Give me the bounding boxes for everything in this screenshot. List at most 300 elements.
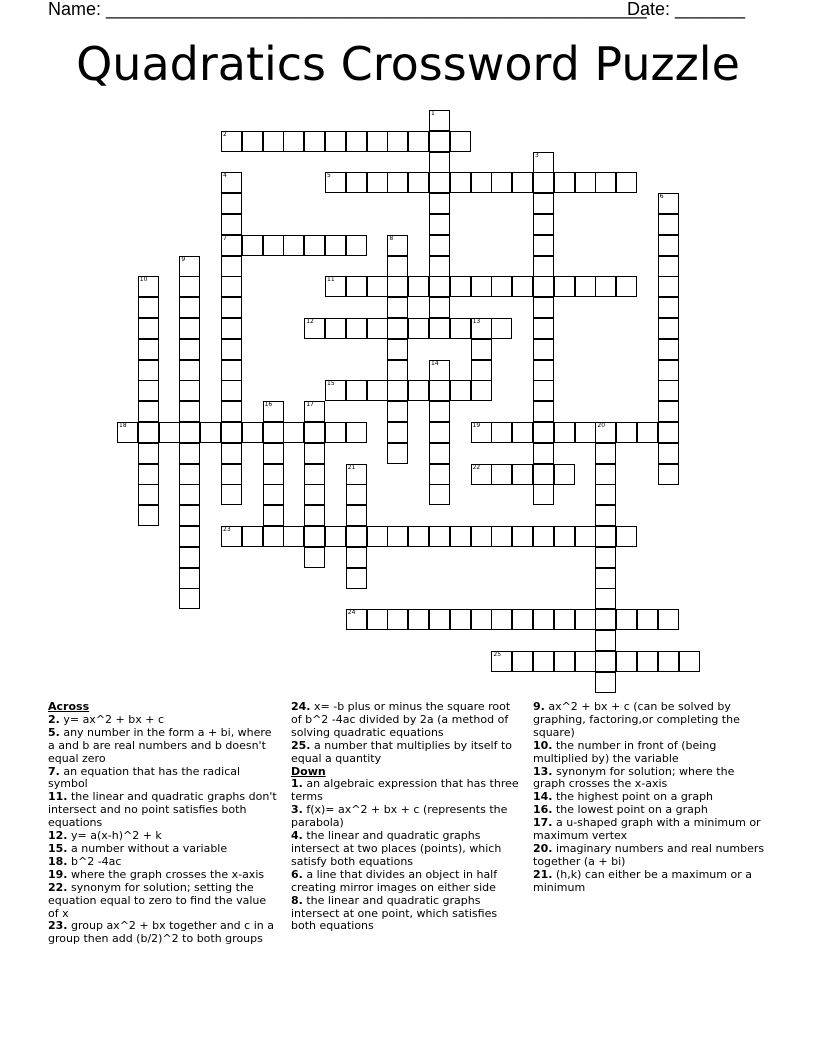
crossword-cell[interactable] [242, 131, 263, 152]
crossword-cell[interactable] [387, 401, 408, 422]
crossword-cell[interactable] [429, 214, 450, 235]
crossword-cell[interactable] [387, 131, 408, 152]
crossword-cell[interactable] [429, 464, 450, 485]
crossword-cell[interactable] [491, 172, 512, 193]
crossword-cell[interactable] [346, 235, 367, 256]
crossword-cell[interactable] [533, 152, 554, 173]
clue-item [291, 804, 523, 830]
crossword-cell[interactable] [387, 422, 408, 443]
crossword-cell[interactable] [471, 172, 492, 193]
clue-number-label: 21 [347, 463, 356, 471]
crossword-cell[interactable] [658, 297, 679, 318]
clue-number: 18. [48, 854, 68, 868]
clue-number-label: 25 [493, 650, 502, 658]
crossword-cell[interactable] [554, 526, 575, 547]
crossword-cell[interactable] [304, 235, 325, 256]
crossword-cell[interactable] [346, 609, 367, 630]
crossword-cell[interactable] [346, 318, 367, 339]
crossword-cell[interactable] [367, 172, 388, 193]
crossword-cell[interactable] [263, 505, 284, 526]
crossword-cell[interactable] [533, 360, 554, 381]
clue-number-label: 6 [659, 193, 664, 201]
crossword-cell[interactable] [283, 422, 304, 443]
crossword-cell[interactable] [221, 526, 242, 547]
crossword-cell[interactable] [595, 276, 616, 297]
clue-text: the linear and quadratic graphs intersect at two places (points), which satisfy both equations [291, 829, 502, 868]
crossword-cell[interactable] [387, 235, 408, 256]
crossword-cell[interactable] [304, 484, 325, 505]
crossword-cell[interactable] [179, 422, 200, 443]
crossword-cell[interactable] [512, 422, 533, 443]
crossword-cell[interactable] [554, 172, 575, 193]
crossword-cell[interactable] [429, 152, 450, 173]
crossword-cell[interactable] [616, 651, 637, 672]
clue-number: 2. [48, 712, 60, 726]
clue-text: y= a(x-h)^2 + k [67, 829, 162, 843]
crossword-cell[interactable] [533, 172, 554, 193]
page-title: Quadratics Crossword Puzzle [76, 37, 740, 91]
crossword-cell[interactable] [679, 651, 700, 672]
crossword-cell[interactable] [429, 401, 450, 422]
crossword-cell[interactable] [471, 360, 492, 381]
crossword-cell[interactable] [595, 588, 616, 609]
clue-number: 21. [533, 867, 553, 881]
crossword-cell[interactable] [138, 360, 159, 381]
crossword-cell[interactable] [512, 464, 533, 485]
crossword-cell[interactable] [138, 276, 159, 297]
crossword-cell[interactable] [221, 256, 242, 277]
crossword-cell[interactable] [450, 380, 471, 401]
crossword-cell[interactable] [387, 297, 408, 318]
crossword-cell[interactable] [179, 484, 200, 505]
crossword-cell[interactable] [179, 401, 200, 422]
crossword-cell[interactable] [658, 339, 679, 360]
crossword-cell[interactable] [533, 609, 554, 630]
crossword-cell[interactable] [491, 422, 512, 443]
crossword-cell[interactable] [325, 318, 346, 339]
crossword-cell[interactable] [346, 484, 367, 505]
crossword-cell[interactable] [595, 422, 616, 443]
crossword-cell[interactable] [304, 464, 325, 485]
crossword-cell[interactable] [221, 339, 242, 360]
clue-number-label: 16 [264, 401, 273, 409]
crossword-cell[interactable] [533, 318, 554, 339]
clue-item [291, 869, 523, 895]
crossword-cell[interactable] [179, 256, 200, 277]
crossword-cell[interactable] [450, 172, 471, 193]
crossword-cell[interactable] [595, 526, 616, 547]
crossword-cell[interactable] [595, 651, 616, 672]
crossword-cell[interactable] [242, 235, 263, 256]
crossword-cell[interactable] [471, 276, 492, 297]
crossword-cell[interactable] [512, 172, 533, 193]
clue-number-label: 7 [223, 234, 227, 242]
crossword-cell[interactable] [575, 422, 596, 443]
crossword-cell[interactable] [221, 235, 242, 256]
clue-item [533, 766, 765, 792]
crossword-cell[interactable] [575, 276, 596, 297]
crossword-cell[interactable] [221, 276, 242, 297]
crossword-cell[interactable] [429, 193, 450, 214]
crossword-cell[interactable] [138, 505, 159, 526]
crossword-cell[interactable] [471, 318, 492, 339]
crossword-cell[interactable] [595, 464, 616, 485]
crossword-cell[interactable] [221, 318, 242, 339]
crossword-cell[interactable] [658, 464, 679, 485]
crossword-cell[interactable] [575, 651, 596, 672]
clue-number-label: 2 [223, 130, 227, 138]
clue-number: 9. [533, 700, 545, 713]
clue-item [48, 882, 280, 921]
crossword-cell[interactable] [367, 609, 388, 630]
crossword-cell[interactable] [658, 276, 679, 297]
crossword-cell[interactable] [595, 172, 616, 193]
crossword-cell[interactable] [658, 651, 679, 672]
crossword-cell[interactable] [429, 443, 450, 464]
crossword-cell[interactable] [575, 172, 596, 193]
crossword-cell[interactable] [159, 422, 180, 443]
crossword-cell[interactable] [533, 214, 554, 235]
crossword-cell[interactable] [637, 422, 658, 443]
crossword-cell[interactable] [325, 422, 346, 443]
clue-text: (h,k) can either be a maximum or a minimum [533, 867, 752, 894]
crossword-cell[interactable] [429, 235, 450, 256]
crossword-cell[interactable] [491, 651, 512, 672]
crossword-cell[interactable] [221, 360, 242, 381]
crossword-cell[interactable] [367, 380, 388, 401]
crossword-cell[interactable] [179, 380, 200, 401]
crossword-cell[interactable] [387, 526, 408, 547]
crossword-cell[interactable] [491, 276, 512, 297]
across-clue-list-continued [291, 701, 523, 766]
crossword-cell[interactable] [595, 443, 616, 464]
crossword-cell[interactable] [533, 276, 554, 297]
crossword-cell[interactable] [595, 547, 616, 568]
crossword-cell[interactable] [408, 131, 429, 152]
crossword-cell[interactable] [263, 443, 284, 464]
crossword-cell[interactable] [179, 276, 200, 297]
crossword-cell[interactable] [325, 276, 346, 297]
clue-text: an algebraic expression that has three terms [291, 777, 519, 804]
crossword-cell[interactable] [387, 276, 408, 297]
crossword-cell[interactable] [429, 380, 450, 401]
crossword-cell[interactable] [367, 276, 388, 297]
crossword-cell[interactable] [554, 464, 575, 485]
clue-number: 22. [48, 880, 68, 894]
crossword-cell[interactable] [658, 380, 679, 401]
crossword-cell[interactable] [429, 131, 450, 152]
crossword-cell[interactable] [367, 131, 388, 152]
crossword-cell[interactable] [179, 443, 200, 464]
crossword-cell[interactable] [554, 651, 575, 672]
crossword-cell[interactable] [471, 464, 492, 485]
crossword-cell[interactable] [491, 609, 512, 630]
clue-number-label: 18 [119, 422, 127, 429]
crossword-cell[interactable] [595, 568, 616, 589]
crossword-cell[interactable] [491, 526, 512, 547]
crossword-cell[interactable] [138, 422, 159, 443]
crossword-cell[interactable] [512, 651, 533, 672]
crossword-cell[interactable] [367, 318, 388, 339]
crossword-cell[interactable] [221, 422, 242, 443]
crossword-cell[interactable] [408, 172, 429, 193]
crossword-cell[interactable] [616, 172, 637, 193]
crossword-cell[interactable] [221, 464, 242, 485]
crossword-cell[interactable] [283, 526, 304, 547]
crossword-cell[interactable] [221, 484, 242, 505]
crossword-cell[interactable] [616, 609, 637, 630]
crossword-cell[interactable] [221, 193, 242, 214]
crossword-cell[interactable] [179, 464, 200, 485]
crossword-cell[interactable] [658, 214, 679, 235]
crossword-cell[interactable] [138, 464, 159, 485]
crossword-cell[interactable] [658, 235, 679, 256]
crossword-cell[interactable] [533, 484, 554, 505]
crossword-cell[interactable] [138, 443, 159, 464]
crossword-cell[interactable] [179, 505, 200, 526]
crossword-cell[interactable] [346, 131, 367, 152]
crossword-cell[interactable] [512, 276, 533, 297]
clue-number: 15. [48, 841, 68, 855]
crossword-cell[interactable] [616, 276, 637, 297]
crossword-cell[interactable] [242, 422, 263, 443]
crossword-cell[interactable] [429, 297, 450, 318]
crossword-cell[interactable] [179, 297, 200, 318]
crossword-cell[interactable] [346, 568, 367, 589]
crossword-cell[interactable] [429, 276, 450, 297]
crossword-cell[interactable] [471, 380, 492, 401]
crossword-cell[interactable] [450, 276, 471, 297]
crossword-cell[interactable] [221, 214, 242, 235]
crossword-cell[interactable] [346, 505, 367, 526]
crossword-cell[interactable] [138, 339, 159, 360]
crossword-cell[interactable] [179, 339, 200, 360]
clue-text: f(x)= ax^2 + bx + c (represents the parabola) [291, 803, 508, 830]
crossword-cell[interactable] [221, 401, 242, 422]
crossword-cell[interactable] [283, 131, 304, 152]
clue-number-label: 20 [597, 422, 606, 429]
crossword-cell[interactable] [346, 380, 367, 401]
crossword-cell[interactable] [595, 630, 616, 651]
crossword-cell[interactable] [429, 172, 450, 193]
crossword-cell[interactable] [595, 672, 616, 693]
crossword-cell[interactable] [637, 651, 658, 672]
crossword-cell[interactable] [387, 339, 408, 360]
clue-number-label: 8 [389, 234, 394, 242]
crossword-cell[interactable] [575, 526, 596, 547]
crossword-cell[interactable] [491, 318, 512, 339]
crossword-cell[interactable] [221, 172, 242, 193]
crossword-cell[interactable] [304, 547, 325, 568]
crossword-cell[interactable] [595, 484, 616, 505]
clue-number: 19. [48, 867, 68, 881]
crossword-cell[interactable] [616, 422, 637, 443]
crossword-cell[interactable] [138, 401, 159, 422]
crossword-cell[interactable] [325, 172, 346, 193]
crossword-cell[interactable] [263, 484, 284, 505]
crossword-cell[interactable] [304, 443, 325, 464]
crossword-cell[interactable] [179, 588, 200, 609]
crossword-cell[interactable] [387, 609, 408, 630]
crossword-cell[interactable] [346, 422, 367, 443]
crossword-cell[interactable] [346, 172, 367, 193]
crossword-cell[interactable] [263, 401, 284, 422]
crossword-cell[interactable] [658, 422, 679, 443]
crossword-cell[interactable] [304, 526, 325, 547]
crossword-cell[interactable] [533, 297, 554, 318]
crossword-cell[interactable] [533, 256, 554, 277]
crossword-cell[interactable] [179, 526, 200, 547]
crossword-cell[interactable] [242, 526, 263, 547]
crossword-cell[interactable] [533, 443, 554, 464]
crossword-cell[interactable] [367, 526, 388, 547]
crossword-cell[interactable] [138, 297, 159, 318]
crossword-cell[interactable] [450, 526, 471, 547]
crossword-cell[interactable] [387, 380, 408, 401]
crossword-cell[interactable] [533, 380, 554, 401]
clue-text: the lowest point on a graph [552, 803, 708, 817]
crossword-cell[interactable] [637, 609, 658, 630]
crossword-cell[interactable] [263, 235, 284, 256]
clue-number-label: 17 [306, 401, 314, 409]
crossword-cell[interactable] [429, 110, 450, 131]
crossword-cell[interactable] [346, 547, 367, 568]
clue-text: synonym for solution; setting the equation equal to zero to find the value of x [48, 880, 267, 920]
crossword-cell[interactable] [450, 609, 471, 630]
crossword-cell[interactable] [200, 422, 221, 443]
crossword-cell[interactable] [429, 609, 450, 630]
crossword-cell[interactable] [304, 318, 325, 339]
crossword-cell[interactable] [179, 318, 200, 339]
crossword-cell[interactable] [325, 526, 346, 547]
crossword-cell[interactable] [533, 526, 554, 547]
crossword-cell[interactable] [429, 318, 450, 339]
crossword-cell[interactable] [387, 172, 408, 193]
crossword-cell[interactable] [429, 526, 450, 547]
crossword-cell[interactable] [263, 464, 284, 485]
clue-text: a number that multiplies by itself to equal a quantity [291, 738, 513, 765]
crossword-cell[interactable] [304, 505, 325, 526]
crossword-cell[interactable] [408, 526, 429, 547]
crossword-cell[interactable] [304, 401, 325, 422]
crossword-cell[interactable] [179, 568, 200, 589]
clue-number: 10. [533, 738, 553, 752]
clue-number-label: 15 [327, 380, 335, 388]
crossword-cell[interactable] [408, 318, 429, 339]
crossword-cell[interactable] [263, 526, 284, 547]
crossword-cell[interactable] [387, 360, 408, 381]
crossword-cell[interactable] [263, 422, 284, 443]
clue-number-label: 22 [472, 463, 481, 471]
name-field-label: Name: ______________________________________________________ [48, 0, 647, 19]
clue-item [48, 791, 280, 830]
crossword-cell[interactable] [304, 422, 325, 443]
crossword-cell[interactable] [325, 235, 346, 256]
clue-number: 11. [48, 790, 68, 804]
crossword-cell[interactable] [554, 609, 575, 630]
crossword-cell[interactable] [533, 422, 554, 443]
crossword-cell[interactable] [575, 609, 596, 630]
crossword-cell[interactable] [346, 276, 367, 297]
crossword-cell[interactable] [658, 360, 679, 381]
crossword-cell[interactable] [117, 422, 138, 443]
crossword-cell[interactable] [533, 651, 554, 672]
crossword-cell[interactable] [491, 464, 512, 485]
crossword-cell[interactable] [450, 131, 471, 152]
crossword-cell[interactable] [429, 256, 450, 277]
crossword-cell[interactable] [429, 360, 450, 381]
crossword-cell[interactable] [221, 297, 242, 318]
crossword-cell[interactable] [554, 276, 575, 297]
crossword-cell[interactable] [346, 464, 367, 485]
clue-number: 13. [533, 764, 553, 778]
crossword-cell[interactable] [658, 318, 679, 339]
crossword-cell[interactable] [533, 235, 554, 256]
crossword-cell[interactable] [408, 380, 429, 401]
crossword-cell[interactable] [221, 380, 242, 401]
crossword-cell[interactable] [512, 526, 533, 547]
clues-column-1 [48, 701, 280, 946]
crossword-cell[interactable] [325, 380, 346, 401]
crossword-cell[interactable] [658, 609, 679, 630]
crossword-cell[interactable] [554, 422, 575, 443]
crossword-cell[interactable] [658, 443, 679, 464]
crossword-cell[interactable] [595, 609, 616, 630]
down-heading: Down [291, 764, 326, 778]
crossword-cell[interactable] [658, 256, 679, 277]
crossword-cell[interactable] [221, 443, 242, 464]
crossword-cell[interactable] [283, 235, 304, 256]
crossword-cell[interactable] [471, 422, 492, 443]
crossword-cell[interactable] [387, 443, 408, 464]
crossword-cell[interactable] [450, 318, 471, 339]
crossword-cell[interactable] [138, 318, 159, 339]
clue-number-label: 4 [223, 172, 227, 180]
crossword-cell[interactable] [429, 422, 450, 443]
crossword-cell[interactable] [658, 401, 679, 422]
clue-number-label: 24 [347, 609, 356, 617]
crossword-cell[interactable] [533, 193, 554, 214]
crossword-cell[interactable] [429, 484, 450, 505]
crossword-cell[interactable] [138, 380, 159, 401]
crossword-cell[interactable] [471, 526, 492, 547]
crossword-cell[interactable] [658, 193, 679, 214]
crossword-cell[interactable] [138, 484, 159, 505]
crossword-cell[interactable] [533, 401, 554, 422]
crossword-cell[interactable] [221, 131, 242, 152]
crossword-cell[interactable] [512, 609, 533, 630]
crossword-cell[interactable] [179, 360, 200, 381]
clue-number: 7. [48, 764, 60, 778]
crossword-cell[interactable] [325, 131, 346, 152]
crossword-cell[interactable] [346, 526, 367, 547]
crossword-cell[interactable] [616, 526, 637, 547]
crossword-cell[interactable] [263, 131, 284, 152]
crossword-cell[interactable] [595, 505, 616, 526]
crossword-cell[interactable] [179, 547, 200, 568]
crossword-cell[interactable] [387, 256, 408, 277]
crossword-cell[interactable] [408, 609, 429, 630]
crossword-cell[interactable] [387, 318, 408, 339]
crossword-cell[interactable] [533, 464, 554, 485]
crossword-cell[interactable] [304, 131, 325, 152]
clue-text: the linear and quadratic graphs don't intersect and no point satisfies both equations [48, 790, 277, 830]
crossword-cell[interactable] [471, 339, 492, 360]
crossword-cell[interactable] [533, 339, 554, 360]
clue-text: synonym for solution; where the graph crosses the x-axis [533, 764, 735, 791]
crossword-cell[interactable] [408, 276, 429, 297]
crossword-cell[interactable] [471, 609, 492, 630]
